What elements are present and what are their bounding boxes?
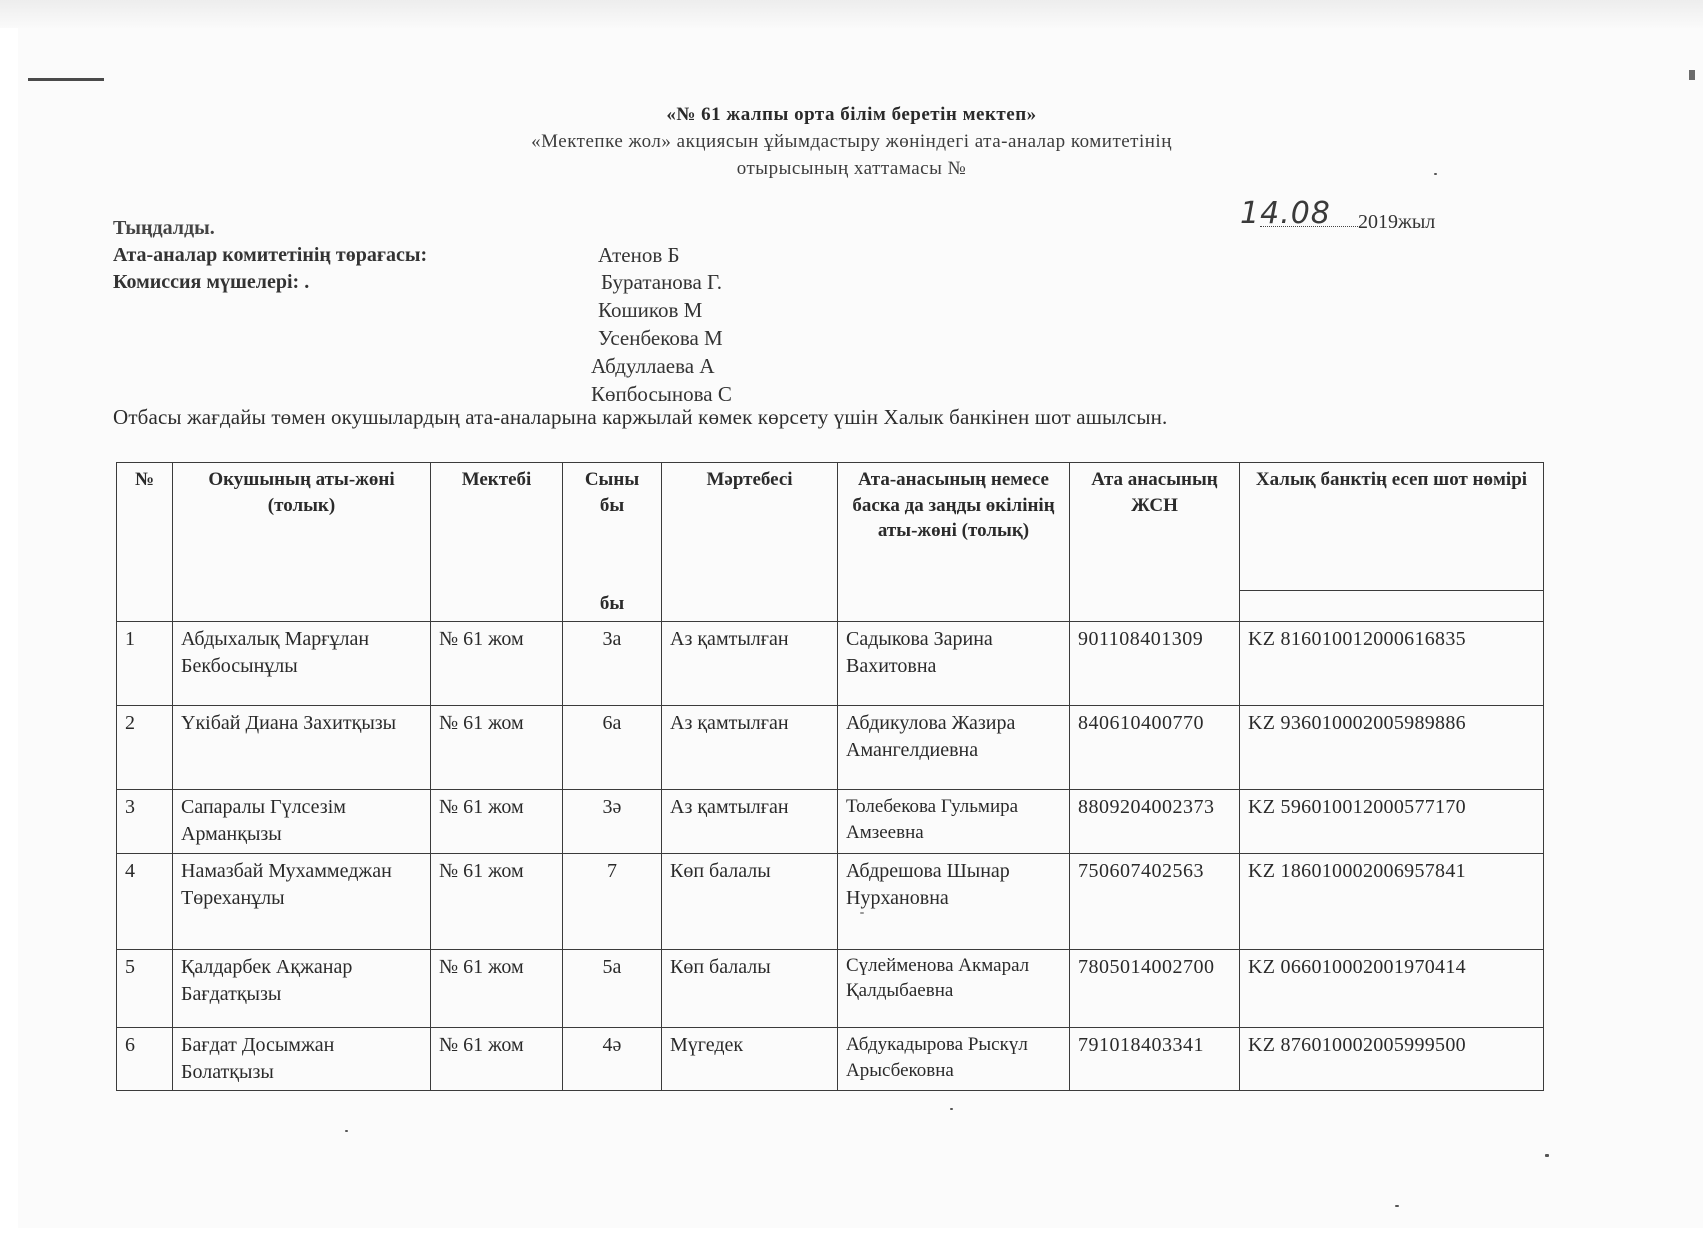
commission-member: Абдуллаева А <box>591 354 715 378</box>
student-name: Сапаралы Гүлсезім Арманқызы <box>173 790 431 854</box>
school-name: № 61 жом <box>431 854 563 950</box>
scan-top-edge <box>0 0 1703 28</box>
class-grade: 4ә <box>563 1028 662 1091</box>
student-name: Абдыхалық Марғұлан Бекбосынұлы <box>173 622 431 706</box>
document-date <box>1240 196 1470 236</box>
header-number: № <box>117 463 173 622</box>
class-grade: 5а <box>563 950 662 1028</box>
commission-member: Көпбосынова С <box>591 382 732 406</box>
bank-account: KZ 186010002006957841 <box>1240 854 1544 950</box>
header-status: Мәртебесі <box>662 463 838 622</box>
beneficiaries-table <box>116 462 1544 1091</box>
social-status: Мүгедек <box>662 1028 838 1091</box>
commission-member: Усенбекова М <box>598 326 723 350</box>
protocol-title: отырысының хаттамасы № <box>736 158 967 179</box>
bank-account: KZ 936010002005989886 <box>1240 706 1544 790</box>
table-row <box>117 790 1544 854</box>
parent-iin: 7805014002700 <box>1070 950 1240 1028</box>
class-grade: 6а <box>563 706 662 790</box>
handwritten-date: 14.08 <box>1240 196 1331 231</box>
listened-label: Тыңдалды. <box>113 217 215 239</box>
scan-speck <box>1434 173 1437 175</box>
scan-speck <box>1545 1154 1549 1157</box>
social-status: Аз қамтылған <box>662 790 838 854</box>
scan-speck <box>1395 1205 1399 1207</box>
parent-iin: 791018403341 <box>1070 1028 1240 1091</box>
school-name: № 61 жом <box>431 1028 563 1091</box>
scan-speck <box>345 1130 348 1132</box>
school-name: № 61 жом <box>431 790 563 854</box>
row-number: 6 <box>117 1028 173 1091</box>
row-number: 1 <box>117 622 173 706</box>
resolution-statement: Отбасы жағдайы төмен окушылардың ата-аналарына каржылай көмек көрсету үшін Халык банкінен шот ашылсын. <box>113 405 1168 429</box>
header-student: Окушының аты-жөні (толык) <box>173 463 431 622</box>
student-name: Бағдат Досымжан Болатқызы <box>173 1028 431 1091</box>
table-header-row <box>117 463 1544 591</box>
row-number: 5 <box>117 950 173 1028</box>
bank-account: KZ 596010012000577170 <box>1240 790 1544 854</box>
table-row <box>117 854 1544 950</box>
row-number: 3 <box>117 790 173 854</box>
class-grade: 3а <box>563 622 662 706</box>
school-title: «№ 61 жалпы орта білім беретін мектеп» <box>666 104 1037 125</box>
parent-iin: 750607402563 <box>1070 854 1240 950</box>
chair-name: Атенов Б <box>598 243 680 267</box>
table-row <box>117 950 1544 1028</box>
class-grade: 3ә <box>563 790 662 854</box>
table-row <box>117 706 1544 790</box>
parent-name: Абдукадырова Рыскүл Арысбековна <box>838 1028 1070 1091</box>
parent-name: Абдрешова Шынар Нурхановна <box>838 854 1070 950</box>
scan-margin-mark <box>28 78 104 81</box>
student-name: Қалдарбек Ақжанар Бағдатқызы <box>173 950 431 1028</box>
parent-iin: 8809204002373 <box>1070 790 1240 854</box>
school-name: № 61 жом <box>431 622 563 706</box>
student-name: Үкібай Диана Захитқызы <box>173 706 431 790</box>
header-parent: Ата-анасының немесе баска да заңды өкілінің аты-жөні (толық) <box>838 463 1070 622</box>
header-school: Мектебі <box>431 463 563 622</box>
scan-speck <box>860 912 864 914</box>
social-status: Көп балалы <box>662 950 838 1028</box>
parent-name: Садыкова Зарина Вахитовна <box>838 622 1070 706</box>
parent-name: Абдикулова Жазира Амангелдиевна <box>838 706 1070 790</box>
date-dotted-line <box>1260 226 1360 227</box>
commission-member: Кошиков М <box>598 298 703 322</box>
bank-account: KZ 816010012000616835 <box>1240 622 1544 706</box>
header-account: Халық банктің есеп шот нөмірі <box>1240 463 1544 591</box>
header-class <box>563 463 662 622</box>
row-number: 4 <box>117 854 173 950</box>
scan-margin-mark-right <box>1689 70 1695 80</box>
row-number: 2 <box>117 706 173 790</box>
header-class-bottom: бы <box>599 593 625 615</box>
scan-speck <box>950 1108 953 1110</box>
parent-name: Сүлейменова Акмарал Қалдыбаевна <box>838 950 1070 1028</box>
parent-name: Толебекова Гульмира Амзеевна <box>838 790 1070 854</box>
bank-account: KZ 066010002001970414 <box>1240 950 1544 1028</box>
parent-iin: 840610400770 <box>1070 706 1240 790</box>
school-name: № 61 жом <box>431 706 563 790</box>
chair-label: Ата-аналар комитетінің төрағасы: <box>113 244 428 266</box>
commission-label: Комиссия мүшелері: . <box>113 271 310 293</box>
table-row <box>117 622 1544 706</box>
commission-member: Буратанова Г. <box>601 270 723 294</box>
header-iin: Ата анасының ЖСН <box>1070 463 1240 622</box>
header-class-top: Сыны бы <box>584 469 640 516</box>
committee-title: «Мектепке жол» акциясын ұйымдастыру жөніндегі ата-аналар комитетінің <box>531 131 1172 152</box>
bank-account: KZ 876010002005999500 <box>1240 1028 1544 1091</box>
parent-iin: 901108401309 <box>1070 622 1240 706</box>
social-status: Аз қамтылған <box>662 622 838 706</box>
header-account-subcell <box>1240 591 1544 622</box>
class-grade: 7 <box>563 854 662 950</box>
student-name: Намазбай Мухаммеджан Төреханұлы <box>173 854 431 950</box>
date-year: 2019жыл <box>1358 211 1436 233</box>
school-name: № 61 жом <box>431 950 563 1028</box>
social-status: Көп балалы <box>662 854 838 950</box>
table-row <box>117 1028 1544 1091</box>
social-status: Аз қамтылған <box>662 706 838 790</box>
